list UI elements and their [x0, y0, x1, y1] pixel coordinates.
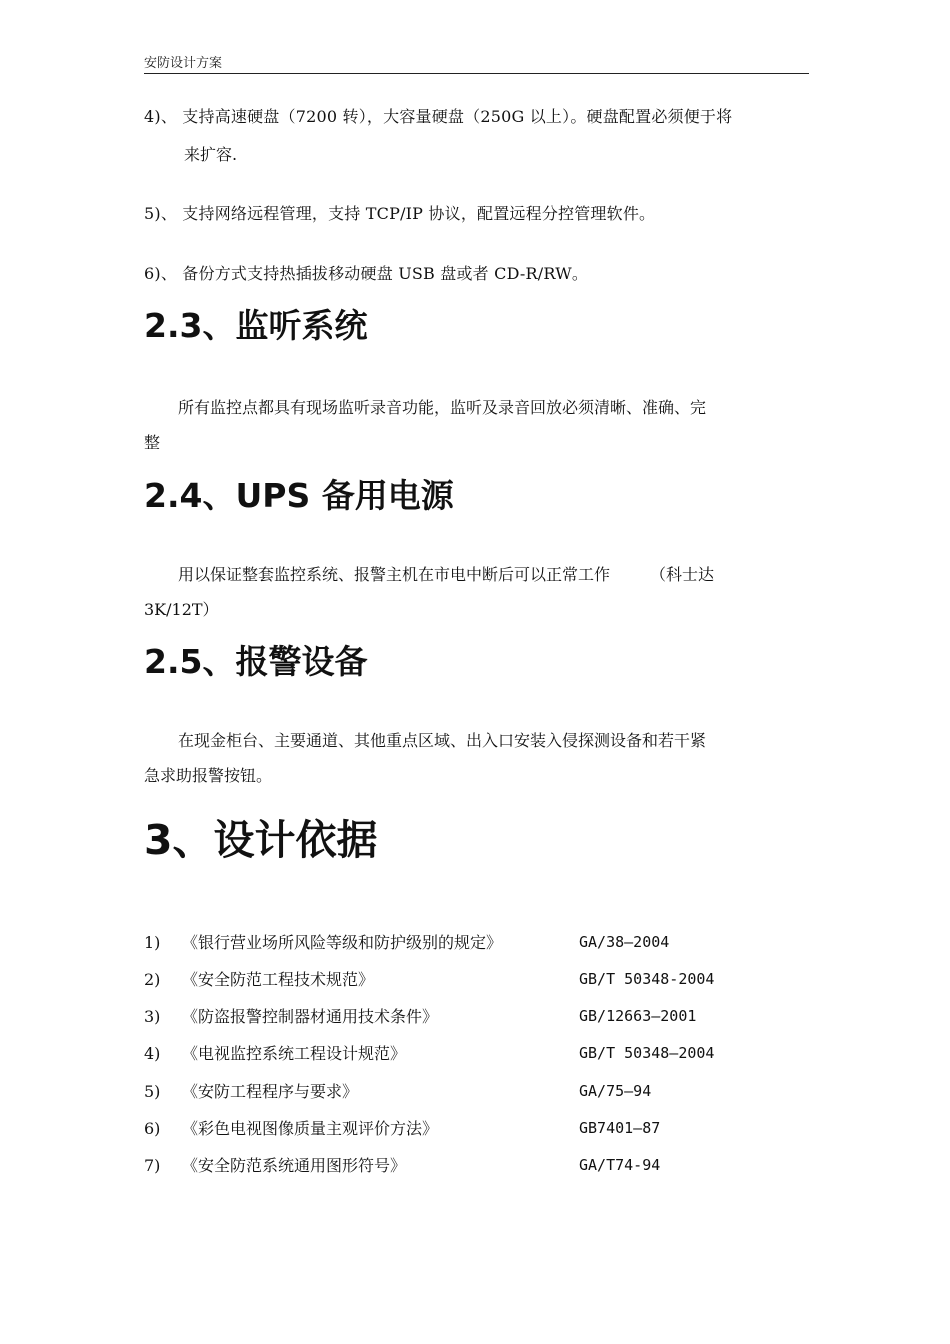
section-2-4-line-1-text: 用以保证整套监控系统、报警主机在市电中断后可以正常工作 [178, 565, 611, 584]
section-3-heading: 3、设计依据 [144, 816, 378, 864]
reference-title: 《安全防范工程技术规范》 [182, 970, 375, 989]
reference-item [144, 1110, 812, 1147]
reference-item [144, 1147, 812, 1184]
section-2-3-paragraph [144, 390, 812, 460]
section-2-5-line-2: 急求助报警按钮。 [144, 766, 273, 785]
section-2-4-line-1-model: （科士达 [650, 565, 715, 584]
section-2-4-line-1 [144, 557, 812, 592]
reference-code: GB7401—87 [579, 1119, 661, 1137]
section-2-3-line-2: 整 [144, 433, 161, 452]
reference-number: 5) [144, 1082, 161, 1101]
reference-code: GB/T 50348—2004 [579, 1044, 715, 1062]
reference-item [144, 961, 812, 998]
section-2-3-line-1: 所有监控点都具有现场监听录音功能，监听及录音回放必须清晰、准确、完 [178, 398, 707, 417]
reference-title: 《安全防范系统通用图形符号》 [182, 1156, 407, 1175]
section-2-5-paragraph [144, 723, 812, 793]
reference-code: GB/T 50348-2004 [579, 970, 715, 988]
reference-number: 1) [144, 933, 161, 952]
reference-title: 《电视监控系统工程设计规范》 [182, 1044, 407, 1063]
reference-code: GA/T74-94 [579, 1156, 661, 1174]
reference-item [144, 1073, 812, 1110]
reference-item [144, 1035, 812, 1072]
reference-item [144, 998, 812, 1035]
section-2-5-line-1: 在现金柜台、主要通道、其他重点区域、出入口安装入侵探测设备和若干紧 [178, 731, 707, 750]
section-2-3-heading: 2.3、监听系统 [144, 306, 368, 345]
reference-code: GA/75—94 [579, 1082, 652, 1100]
reference-title: 《防盗报警控制器材通用技术条件》 [182, 1007, 439, 1026]
section-2-4-paragraph [144, 557, 812, 627]
reference-title: 《银行营业场所风险等级和防护级别的规定》 [182, 933, 503, 952]
requirement-item-5: 5)、 支持网络远程管理，支持 TCP/IP 协议，配置远程分控管理软件。 [144, 204, 656, 223]
section-2-5-heading: 2.5、报警设备 [144, 642, 368, 681]
reference-title: 《安防工程程序与要求》 [182, 1082, 359, 1101]
reference-number: 6) [144, 1119, 161, 1138]
reference-number: 3) [144, 1007, 161, 1026]
requirement-item-4-continuation: 来扩容. [184, 145, 238, 164]
reference-item [144, 924, 812, 961]
reference-number: 4) [144, 1044, 161, 1063]
header-title: 安防设计方案 [144, 56, 223, 71]
reference-code: GB/12663—2001 [579, 1007, 697, 1025]
section-2-4-line-2: 3K/12T） [144, 600, 219, 619]
section-2-4-heading: 2.4、UPS 备用电源 [144, 476, 454, 515]
reference-number: 7) [144, 1156, 161, 1175]
reference-number: 2) [144, 970, 161, 989]
reference-title: 《彩色电视图像质量主观评价方法》 [182, 1119, 439, 1138]
requirement-item-6: 6)、 备份方式支持热插拔移动硬盘 USB 盘或者 CD-R/RW。 [144, 264, 589, 283]
page-header [144, 56, 809, 74]
requirement-item-4: 4)、 支持高速硬盘（7200 转），大容量硬盘（250G 以上）。硬盘配置必须便于将 [144, 107, 733, 126]
reference-code: GA/38—2004 [579, 933, 670, 951]
